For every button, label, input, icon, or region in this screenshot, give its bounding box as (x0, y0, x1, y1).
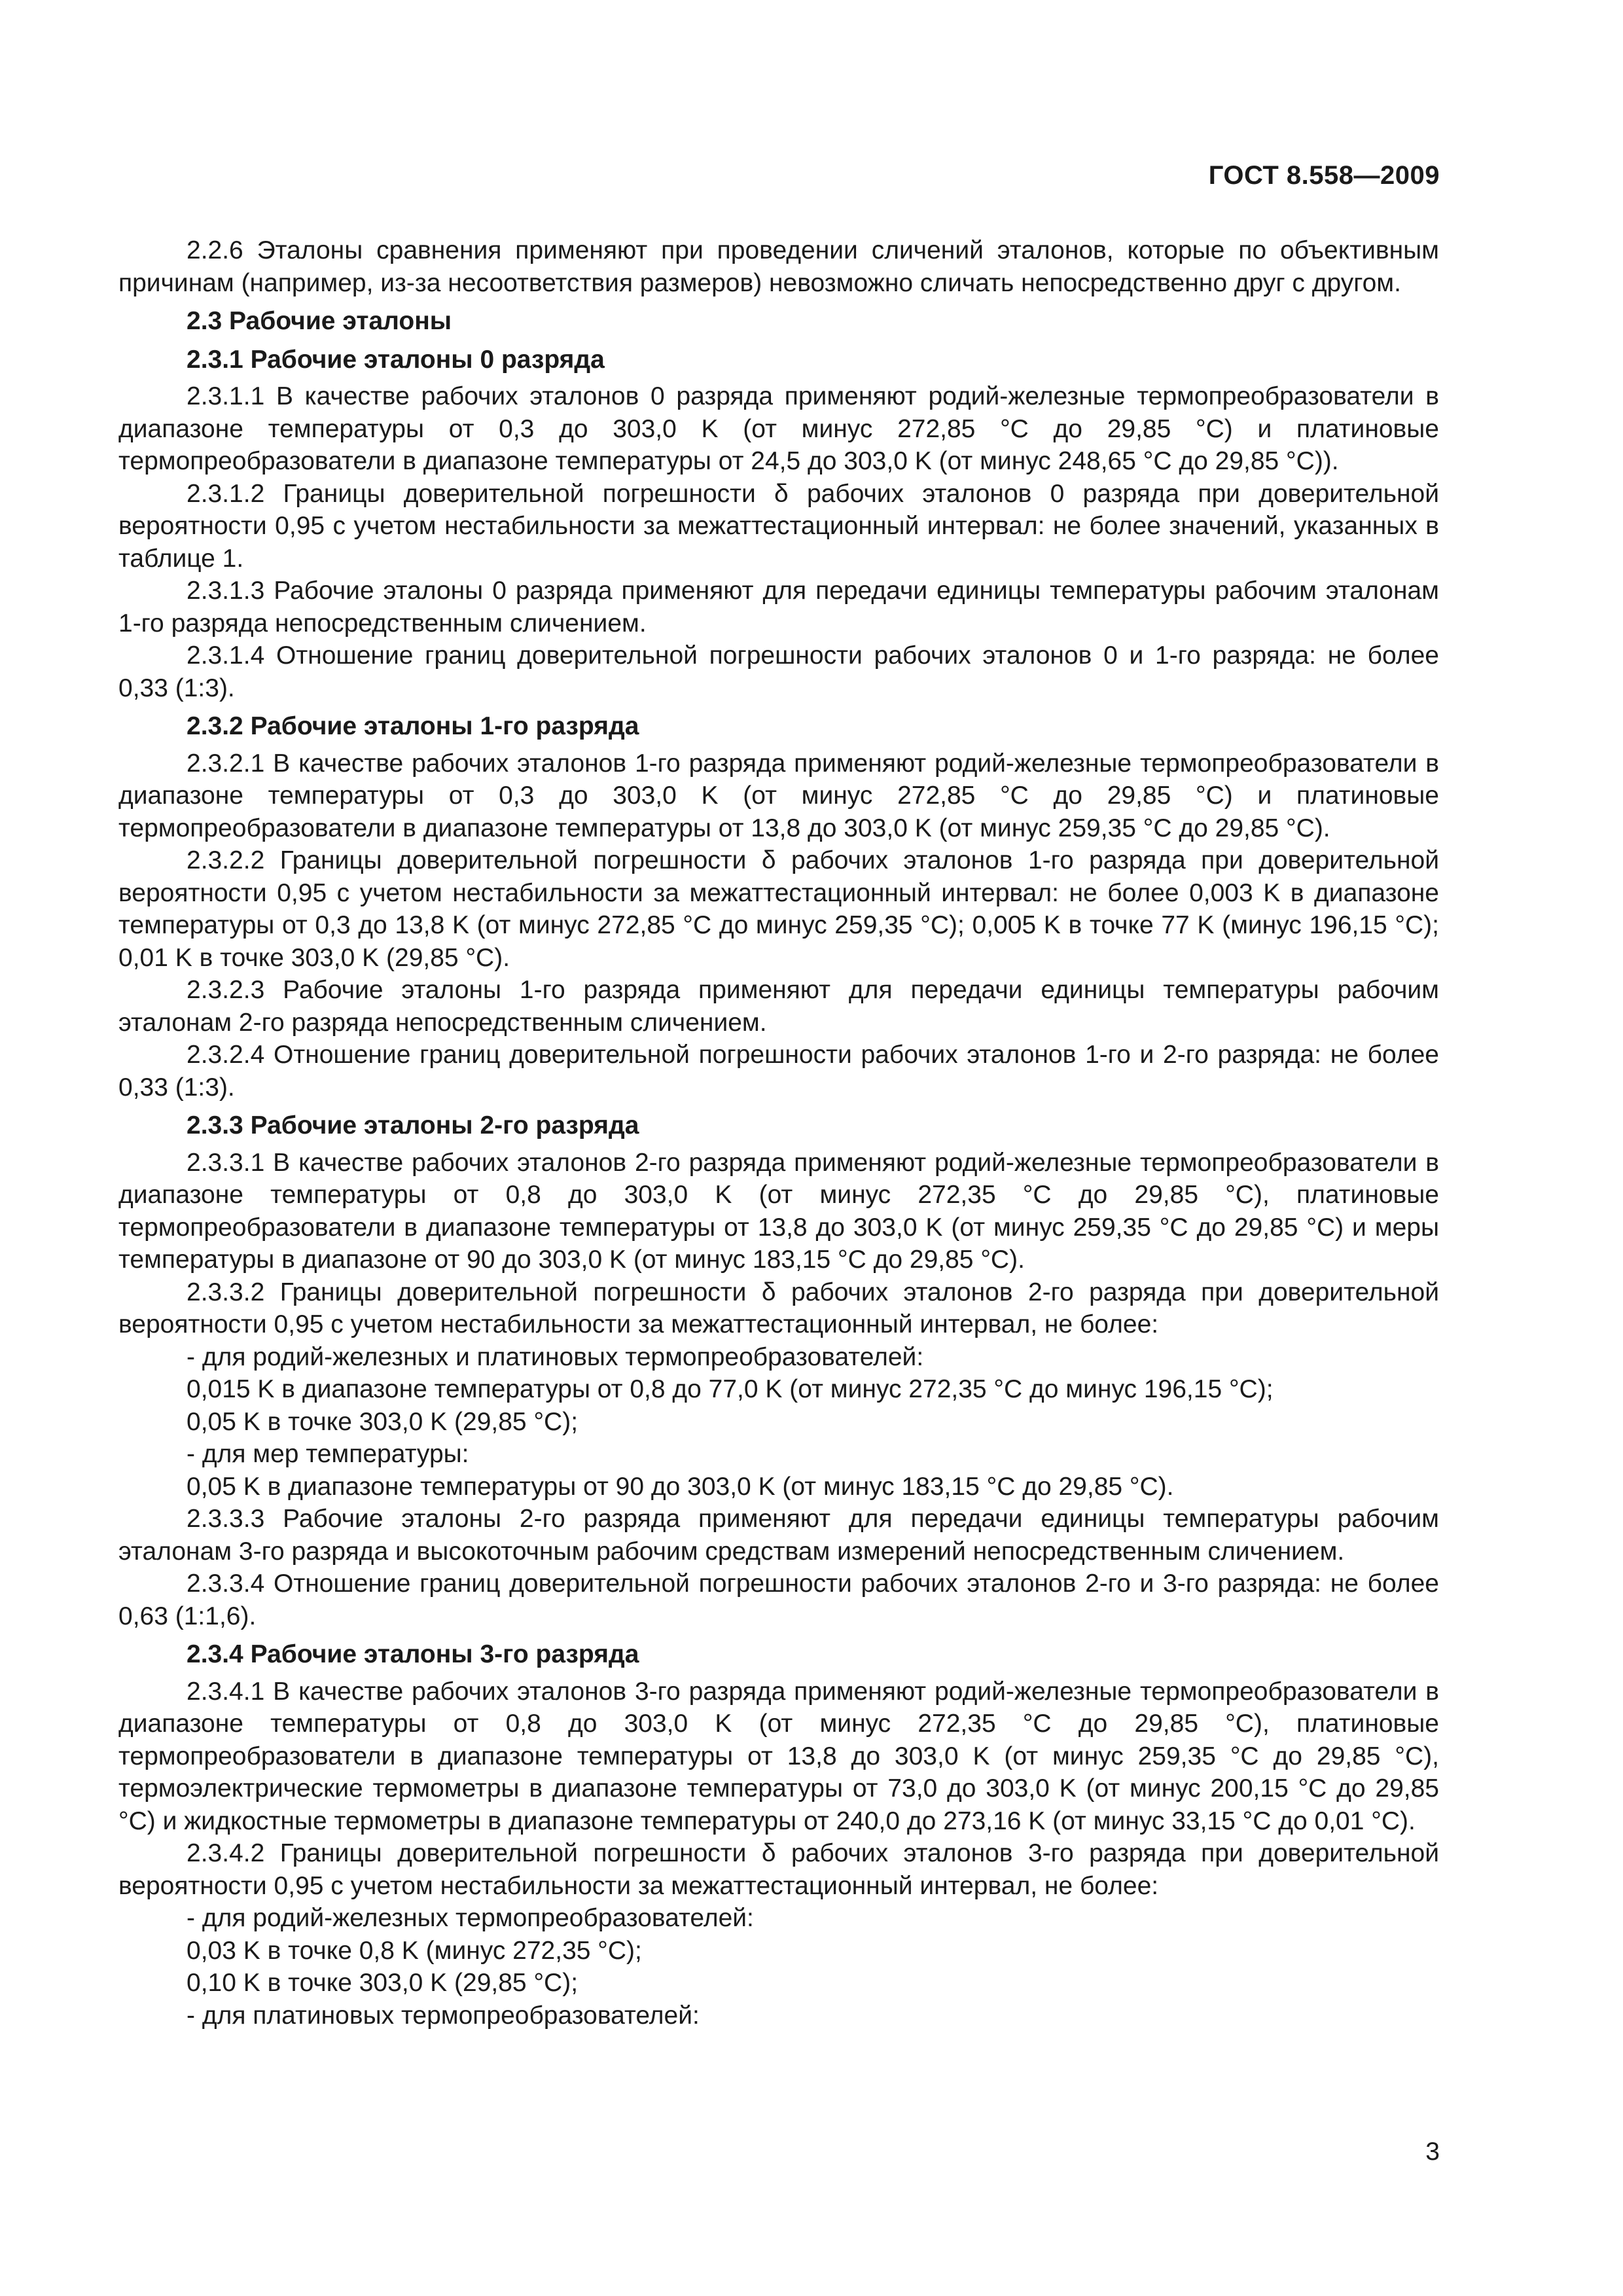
paragraph: 2.3.2.4 Отношение границ доверительной погрешности рабочих эталонов 1-го и 2-го разряда: не более 0,33 (1:3). (118, 1041, 1439, 1102)
paragraph: 2.3.3.4 Отношение границ доверительной погрешности рабочих эталонов 2-го и 3-го разряда: не более 0,63 (1:1,6). (118, 1570, 1439, 1630)
paragraph: 2.3.2.1 В качестве рабочих эталонов 1-го разряда применяют родий-железные термопреобразователи в диапазоне температуры от 0,3 до 303,0 K (от минус 272,85 °C до 29,85 °C) и платиновые термопреобразователи в диапазоне температуры от 13,8 до 303,0 K (от минус 259,35 °C до 29,85 °C). (118, 749, 1439, 842)
paragraph: 2.3.3.2 Границы доверительной погрешности δ рабочих эталонов 2-го разряда при доверительной вероятности 0,95 с учетом нестабильности за межаттестационный интервал, не более: (118, 1278, 1439, 1338)
list-item: - для родий-железных термопреобразователей: (187, 1904, 754, 1932)
paragraph: 2.3.4.2 Границы доверительной погрешности δ рабочих эталонов 3-го разряда при доверительной вероятности 0,95 с учетом нестабильности за межаттестационный интервал, не более: (118, 1839, 1439, 1900)
list-item: 0,05 K в диапазоне температуры от 90 до 303,0 K (от минус 183,15 °C до 29,85 °C). (187, 1472, 1174, 1501)
list-item: 0,05 K в точке 303,0 K (29,85 °C); (187, 1407, 579, 1436)
paragraph: 2.3.3.1 В качестве рабочих эталонов 2-го разряда применяют родий-железные термопреобразователи в диапазоне температуры от 0,8 до 303,0 K (от минус 272,35 °C до 29,85 °C), платиновые термопреобразователи в диапазоне температуры от 13,8 до 303,0 K (от минус 259,35 °C до 29,85 °C) и меры температуры в диапазоне от 90 до 303,0 K (от минус 183,15 °C до 29,85 °C). (118, 1148, 1439, 1274)
list-item: - для мер температуры: (187, 1440, 469, 1468)
page-number: 3 (1425, 2138, 1440, 2166)
section-heading: 2.3.1 Рабочие эталоны 0 разряда (187, 345, 605, 374)
paragraph: 2.3.2.2 Границы доверительной погрешности δ рабочих эталонов 1-го разряда при доверительной вероятности 0,95 с учетом нестабильности за межаттестационный интервал: не более 0,003 K в диапазоне температуры от 0,3 до 13,8 K (от минус 272,85 °C до минус 259,35 °C); 0,005 K в точке 77 K (минус 196,15 °C); 0,01 K в точке 303,0 K (29,85 °C). (118, 846, 1439, 972)
list-item: 0,10 K в точке 303,0 K (29,85 °C); (187, 1969, 579, 1997)
section-heading: 2.3 Рабочие эталоны (187, 307, 452, 335)
paragraph: 2.3.4.1 В качестве рабочих эталонов 3-го разряда применяют родий-железные термопреобразователи в диапазоне температуры от 0,8 до 303,0 K (от минус 272,35 °C до 29,85 °C), платиновые термопреобразователи в диапазоне температуры от 13,8 до 303,0 K (от минус 259,35 °C до 29,85 °C), термоэлектрические термометры в диапазоне температуры от 73,0 до 303,0 K (от минус 200,15 °C до 29,85 °C) и жидкостные термометры в диапазоне температуры от 240,0 до 273,16 K (от минус 33,15 °C до 0,01 °C). (118, 1677, 1439, 1835)
section-heading: 2.3.3 Рабочие эталоны 2-го разряда (187, 1111, 639, 1139)
section-heading: 2.3.2 Рабочие эталоны 1-го разряда (187, 712, 639, 740)
list-item: - для родий-железных и платиновых термопреобразователей: (187, 1342, 924, 1371)
paragraph: 2.3.1.3 Рабочие эталоны 0 разряда применяют для передачи единицы температуры рабочим эталонам 1-го разряда непосредственным сличением. (118, 577, 1439, 637)
list-item: - для платиновых термопреобразователей: (187, 2001, 700, 2030)
list-item: 0,03 K в точке 0,8 K (минус 272,35 °C); (187, 1936, 642, 1965)
list-item: 0,015 K в диапазоне температуры от 0,8 до 77,0 K (от минус 272,35 °C до минус 196,15 °C); (187, 1375, 1274, 1403)
paragraph: 2.3.3.3 Рабочие эталоны 2-го разряда применяют для передачи единицы температуры рабочим эталонам 3-го разряда и высокоточным рабочим средствам измерений непосредственным сличением. (118, 1505, 1439, 1566)
paragraph: 2.3.1.2 Границы доверительной погрешности δ рабочих эталонов 0 разряда при доверительной вероятности 0,95 с учетом нестабильности за межаттестационный интервал: не более значений, указанных в таблице 1. (118, 479, 1439, 573)
paragraph: 2.3.2.3 Рабочие эталоны 1-го разряда применяют для передачи единицы температуры рабочим эталонам 2-го разряда непосредственным сличением. (118, 976, 1439, 1037)
document-code: ГОСТ 8.558—2009 (1208, 161, 1440, 190)
paragraph: 2.3.1.1 В качестве рабочих эталонов 0 разряда применяют родий-железные термопреобразователи в диапазоне температуры от 0,3 до 303,0 K (от минус 272,85 °C до 29,85 °C) и платиновые термопреобразователи в диапазоне температуры от 24,5 до 303,0 K (от минус 248,65 °C до 29,85 °C)). (118, 382, 1439, 475)
section-heading: 2.3.4 Рабочие эталоны 3-го разряда (187, 1640, 639, 1668)
paragraph: 2.2.6 Эталоны сравнения применяют при проведении сличений эталонов, которые по объективным причинам (например, из-за несоответствия размеров) невозможно сличать непосредственно друг с другом. (118, 236, 1439, 297)
document-body (118, 234, 1439, 2032)
paragraph: 2.3.1.4 Отношение границ доверительной погрешности рабочих эталонов 0 и 1-го разряда: не более 0,33 (1:3). (118, 641, 1439, 702)
